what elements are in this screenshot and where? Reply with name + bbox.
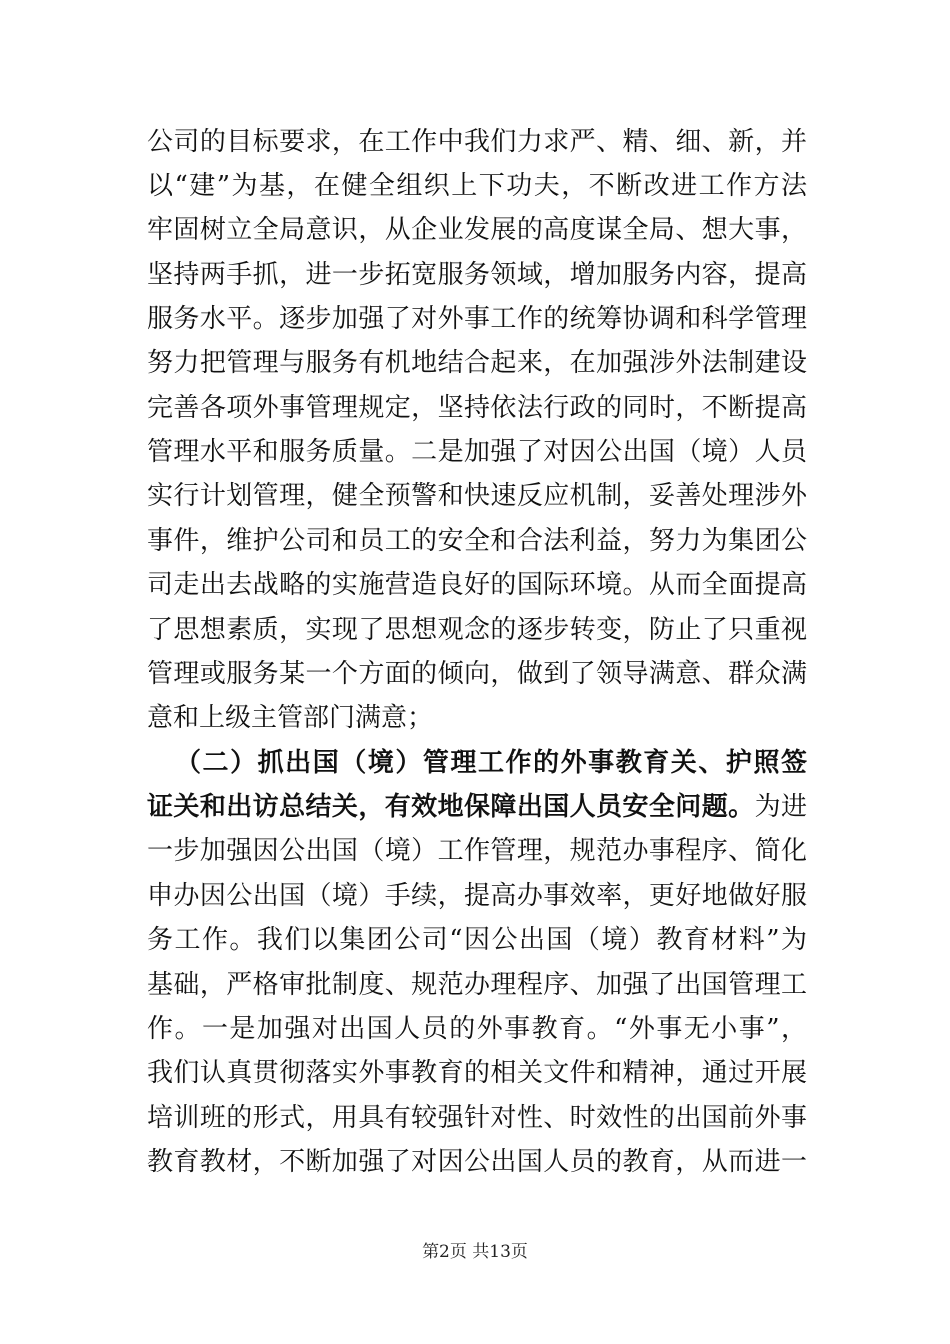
paragraph-line: 努力把管理与服务有机地结合起来，在加强涉外法制建设 (147, 348, 807, 378)
paragraph-line: 完善各项外事管理规定，坚持依法行政的同时，不断提高 (147, 393, 807, 423)
page-number-footer: 第2页 共13页 (422, 1242, 528, 1262)
paragraph-line: 申办因公出国（境）手续，提高办事效率，更好地做好服 (147, 881, 807, 911)
section-heading: （二）抓出国（境）管理工作的外事教育关、护照签 (175, 748, 807, 778)
section-heading-continuation (147, 787, 807, 827)
paragraph-line: 基础，严格审批制度、规范办理程序、加强了出国管理工 (147, 970, 807, 1000)
paragraph-line: 管理或服务某一个方面的倾向，做到了领导满意、群众满 (147, 659, 807, 689)
paragraph-line: 了思想素质，实现了思想观念的逐步转变，防止了只重视 (147, 615, 807, 645)
paragraph-line: 事件，维护公司和员工的安全和合法利益，努力为集团公 (147, 526, 807, 556)
paragraph-line: 服务水平。逐步加强了对外事工作的统筹协调和科学管理 (147, 304, 807, 334)
paragraph-line: 一步加强因公出国（境）工作管理，规范办事程序、简化 (147, 836, 807, 866)
paragraph-line: 意和上级主管部门满意； (147, 703, 434, 733)
paragraph-line: 我们认真贯彻落实外事教育的相关文件和精神，通过开展 (147, 1058, 807, 1088)
paragraph-line: 司走出去战略的实施营造良好的国际环境。从而全面提高 (147, 570, 807, 600)
paragraph-line: 务工作。我们以集团公司“因公出国（境）教育材料”为 (147, 925, 807, 955)
paragraph-line: 培训班的形式，用具有较强针对性、时效性的出国前外事 (147, 1103, 807, 1133)
paragraph-line: 以“建”为基，在健全组织上下功夫，不断改进工作方法 (147, 171, 807, 201)
paragraph-line: 管理水平和服务质量。二是加强了对因公出国（境）人员 (147, 437, 807, 467)
paragraph-line: 公司的目标要求，在工作中我们力求严、精、细、新，并 (147, 127, 807, 157)
section-heading-bold: 证关和出访总结关，有效地保障出国人员安全问题。 (147, 792, 755, 822)
paragraph-line: 实行计划管理，健全预警和快速反应机制，妥善处理涉外 (147, 481, 807, 511)
paragraph-line: 坚持两手抓，进一步拓宽服务领域，增加服务内容，提高 (147, 260, 807, 290)
paragraph-line: 牢固树立全局意识，从企业发展的高度谋全局、想大事， (147, 215, 807, 245)
section-heading-rest: 为进 (754, 792, 807, 822)
paragraph-line: 作。一是加强对出国人员的外事教育。“外事无小事”， (147, 1014, 807, 1044)
paragraph-line: 教育教材，不断加强了对因公出国人员的教育，从而进一 (147, 1147, 807, 1177)
